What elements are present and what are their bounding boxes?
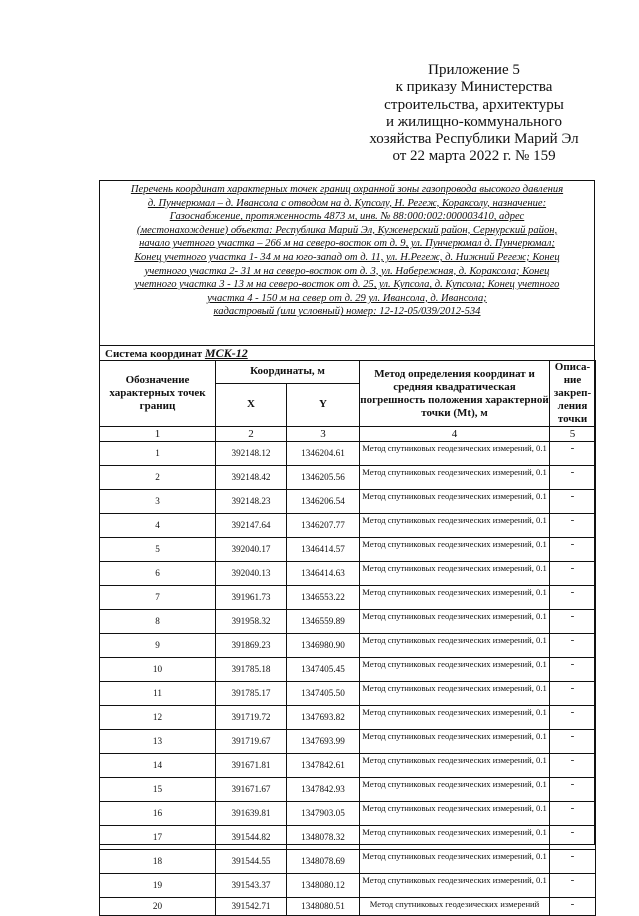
y-cell: 1346414.63 [287,562,360,586]
table-row [100,874,596,898]
fixing-cell: - [550,898,596,916]
table-row [100,898,596,916]
coordinates-table [99,360,596,916]
table-row [100,850,596,874]
fixing-cell: - [550,778,596,802]
method-cell: Метод спутниковых геодезических измерений, 0.1 [360,682,550,706]
fixing-cell: - [550,874,596,898]
y-cell: 1347405.45 [287,658,360,682]
point-cell: 18 [100,850,216,874]
point-cell: 19 [100,874,216,898]
method-cell: Метод спутниковых геодезических измерений, 0.1 [360,850,550,874]
point-cell: 9 [100,634,216,658]
table-row [100,538,596,562]
x-cell: 391544.55 [216,850,287,874]
method-cell: Метод спутниковых геодезических измерений, 0.1 [360,586,550,610]
y-cell: 1348078.69 [287,850,360,874]
method-cell: Метод спутниковых геодезических измерений, 0.1 [360,874,550,898]
table-row [100,442,596,466]
y-cell: 1348078.32 [287,826,360,850]
table-row [100,754,596,778]
fixing-cell: - [550,442,596,466]
method-cell: Метод спутниковых геодезических измерений, 0.1 [360,658,550,682]
y-cell: 1346559.89 [287,610,360,634]
point-cell: 15 [100,778,216,802]
method-cell: Метод спутниковых геодезических измерений, 0.1 [360,706,550,730]
y-cell: 1346205.56 [287,466,360,490]
fixing-cell: - [550,562,596,586]
description-line: учетного участка 2- 31 м на северо-восток от д. 3, ул. Набережная, д. Кораксола; Конец [144,265,550,277]
table-row [100,682,596,706]
x-cell: 391671.81 [216,754,287,778]
point-cell: 20 [100,898,216,916]
table-body [100,442,596,916]
description-line: (местонахождение) объекта: Республика Марий Эл, Куженерский район, Сернурский район, [136,224,558,236]
point-cell: 8 [100,610,216,634]
y-cell: 1346206.54 [287,490,360,514]
point-cell: 12 [100,706,216,730]
point-cell: 3 [100,490,216,514]
header-fixing: Описа-ние закреп-ления точки [550,361,596,427]
point-cell: 4 [100,514,216,538]
method-cell: Метод спутниковых геодезических измерений, 0.1 [360,514,550,538]
coordinate-system-label: Система координат [105,348,203,360]
point-cell: 17 [100,826,216,850]
x-cell: 392148.12 [216,442,287,466]
x-cell: 391785.17 [216,682,287,706]
y-cell: 1346207.77 [287,514,360,538]
table-row [100,778,596,802]
y-cell: 1347842.61 [287,754,360,778]
table-row [100,802,596,826]
y-cell: 1346204.61 [287,442,360,466]
point-cell: 13 [100,730,216,754]
table-row [100,466,596,490]
point-cell: 16 [100,802,216,826]
y-cell: 1347693.99 [287,730,360,754]
point-cell: 6 [100,562,216,586]
description-line: д. Пунчерюмал – д. Ивансола с отводом на д. Купсолу, Н. Регеж, Кораксолу, назначение: [147,197,547,209]
table-row [100,706,596,730]
y-cell: 1346553.22 [287,586,360,610]
column-number: 3 [287,427,360,442]
fixing-cell: - [550,538,596,562]
table-row [100,634,596,658]
method-cell: Метод спутниковых геодезических измерений, 0.1 [360,778,550,802]
fixing-cell: - [550,610,596,634]
table-row [100,514,596,538]
x-cell: 391639.81 [216,802,287,826]
appendix-line: строительства, архитектуры [384,96,564,113]
method-cell: Метод спутниковых геодезических измерений, 0.1 [360,826,550,850]
x-cell: 391543.37 [216,874,287,898]
method-cell: Метод спутниковых геодезических измерений, 0.1 [360,562,550,586]
column-number: 5 [550,427,596,442]
x-cell: 392147.64 [216,514,287,538]
y-cell: 1348080.51 [287,898,360,916]
method-cell: Метод спутниковых геодезических измерений, 0.1 [360,754,550,778]
method-cell: Метод спутниковых геодезических измерений, 0.1 [360,802,550,826]
y-cell: 1347903.05 [287,802,360,826]
method-cell: Метод спутниковых геодезических измерений, 0.1 [360,466,550,490]
coordinate-system-value: МСК-12 [204,346,248,360]
method-cell: Метод спутниковых геодезических измерений, 0.1 [360,610,550,634]
fixing-cell: - [550,466,596,490]
fixing-cell: - [550,730,596,754]
header-method: Метод определения координат и средняя квадратическая погрешность положения характерной точки (Mt), м [360,361,550,427]
y-cell: 1348080.12 [287,874,360,898]
fixing-cell: - [550,634,596,658]
fixing-cell: - [550,682,596,706]
y-cell: 1346980.90 [287,634,360,658]
x-cell: 391544.82 [216,826,287,850]
header-coordinates: Координаты, м [216,361,360,384]
fixing-cell: - [550,490,596,514]
method-cell: Метод спутниковых геодезических измерений, 0.1 [360,730,550,754]
method-cell: Метод спутниковых геодезических измерений [360,898,550,916]
fixing-cell: - [550,850,596,874]
x-cell: 391719.67 [216,730,287,754]
fixing-cell: - [550,586,596,610]
point-cell: 1 [100,442,216,466]
x-cell: 391958.32 [216,610,287,634]
description-line: участка 4 - 150 м на север от д. 29 ул. Ивансола, д. Ивансола; [207,292,487,304]
x-cell: 392148.42 [216,466,287,490]
fixing-cell: - [550,514,596,538]
y-cell: 1347842.93 [287,778,360,802]
point-cell: 11 [100,682,216,706]
object-description [102,183,592,319]
header-y: Y [287,383,360,426]
x-cell: 391785.18 [216,658,287,682]
description-line: кадастровый (или условный) номер: 12-12-05/039/2012-534 [213,306,481,318]
table-row [100,658,596,682]
column-number: 1 [100,427,216,442]
fixing-cell: - [550,826,596,850]
y-cell: 1346414.57 [287,538,360,562]
appendix-line: и жилищно-коммунального [386,113,562,130]
appendix-line: хозяйства Республики Марий Эл [369,131,579,148]
header-x: X [216,383,287,426]
appendix-line: Приложение 5 [428,62,520,78]
x-cell: 391961.73 [216,586,287,610]
description-line: Конец учетного участка 1- 34 м на юго-запад от д. 11, ул. Н.Регеж, д. Нижний Регеж; Конец [134,251,560,263]
description-line: Газоснабжение, протяженность 4873 м, инв. № 88:000:002:000003410, адрес [169,211,525,223]
method-cell: Метод спутниковых геодезических измерений, 0.1 [360,442,550,466]
table-row [100,562,596,586]
header-point: Обозначение характерных точек границ [100,361,216,427]
point-cell: 14 [100,754,216,778]
fixing-cell: - [550,754,596,778]
fixing-cell: - [550,706,596,730]
x-cell: 392148.23 [216,490,287,514]
table-row [100,610,596,634]
fixing-cell: - [550,658,596,682]
method-cell: Метод спутниковых геодезических измерений, 0.1 [360,634,550,658]
appendix-header [350,62,598,166]
x-cell: 392040.17 [216,538,287,562]
appendix-line: к приказу Министерства [395,79,553,96]
point-cell: 2 [100,466,216,490]
coordinate-system [99,345,595,361]
column-number: 4 [360,427,550,442]
column-number: 2 [216,427,287,442]
fixing-cell: - [550,802,596,826]
point-cell: 5 [100,538,216,562]
y-cell: 1347405.50 [287,682,360,706]
table-row [100,490,596,514]
x-cell: 391671.67 [216,778,287,802]
point-cell: 10 [100,658,216,682]
x-cell: 392040.13 [216,562,287,586]
description-line: начало учетного участка – 266 м на северо-восток от д. 9, ул. Пунчерюмал д. Пунчерюмал; [139,238,555,250]
description-line: Перечень координат характерных точек границ охранной зоны газопровода высокого давления [130,184,564,195]
method-cell: Метод спутниковых геодезических измерений, 0.1 [360,490,550,514]
x-cell: 391869.23 [216,634,287,658]
table-row [100,586,596,610]
method-cell: Метод спутниковых геодезических измерений, 0.1 [360,538,550,562]
x-cell: 391542.71 [216,898,287,916]
description-line: учетного участка 3 - 13 м на северо-восток от д. 25, ул. Купсола, д. Купсола; Конец учетного [134,279,560,291]
point-cell: 7 [100,586,216,610]
x-cell: 391719.72 [216,706,287,730]
table-row [100,730,596,754]
table-row [100,826,596,850]
y-cell: 1347693.82 [287,706,360,730]
appendix-line: от 22 марта 2022 г. № 159 [392,148,556,165]
